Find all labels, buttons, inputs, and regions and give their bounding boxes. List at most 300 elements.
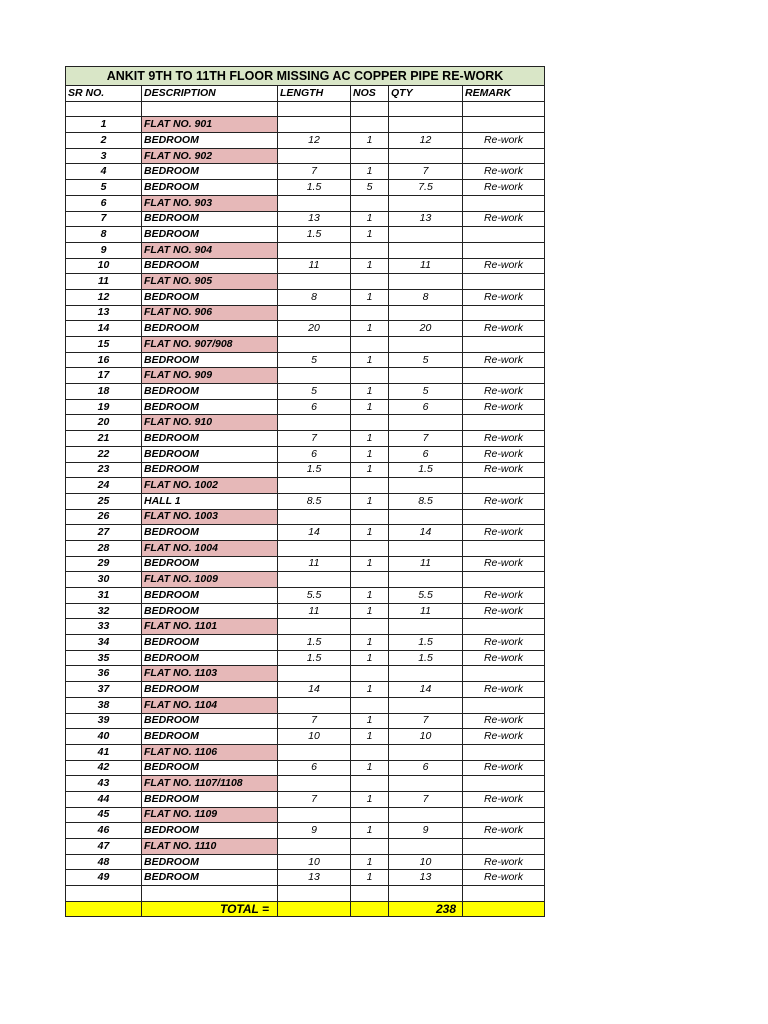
- sr-cell: 14: [66, 321, 142, 337]
- length-cell: 13: [278, 211, 351, 227]
- description-cell: BEDROOM: [142, 760, 278, 776]
- nos-cell: [351, 368, 389, 384]
- nos-cell: 1: [351, 133, 389, 149]
- blank-cell: [142, 886, 278, 902]
- total-qty: 238: [389, 901, 463, 917]
- table-row: [66, 760, 545, 776]
- length-cell: [278, 776, 351, 792]
- length-cell: [278, 839, 351, 855]
- blank-row: [66, 101, 545, 117]
- length-cell: [278, 697, 351, 713]
- description-cell: BEDROOM: [142, 791, 278, 807]
- remark-cell: Re-work: [463, 823, 545, 839]
- length-cell: 7: [278, 431, 351, 447]
- qty-cell: 13: [389, 870, 463, 886]
- length-cell: 5: [278, 352, 351, 368]
- qty-cell: 13: [389, 211, 463, 227]
- table-row: [66, 211, 545, 227]
- length-cell: 9: [278, 823, 351, 839]
- table-row: [66, 729, 545, 745]
- table-row: [66, 180, 545, 196]
- sr-cell: 2: [66, 133, 142, 149]
- length-cell: 11: [278, 258, 351, 274]
- length-cell: 8: [278, 289, 351, 305]
- sr-cell: 47: [66, 839, 142, 855]
- nos-cell: 1: [351, 603, 389, 619]
- qty-cell: [389, 478, 463, 494]
- remark-cell: Re-work: [463, 133, 545, 149]
- qty-cell: 14: [389, 682, 463, 698]
- remark-cell: Re-work: [463, 650, 545, 666]
- description-cell: BEDROOM: [142, 588, 278, 604]
- length-cell: [278, 305, 351, 321]
- table-row: [66, 525, 545, 541]
- length-cell: [278, 540, 351, 556]
- blank-cell: [66, 101, 142, 117]
- remark-cell: [463, 540, 545, 556]
- nos-cell: 1: [351, 352, 389, 368]
- flat-heading-row: [66, 478, 545, 494]
- nos-cell: 1: [351, 227, 389, 243]
- remark-cell: [463, 509, 545, 525]
- sr-cell: 33: [66, 619, 142, 635]
- length-cell: 7: [278, 164, 351, 180]
- nos-cell: 1: [351, 446, 389, 462]
- description-cell: FLAT NO. 1106: [142, 744, 278, 760]
- blank-cell: [463, 101, 545, 117]
- table-row: [66, 446, 545, 462]
- qty-cell: 8.5: [389, 493, 463, 509]
- sr-cell: 43: [66, 776, 142, 792]
- nos-cell: [351, 274, 389, 290]
- description-cell: BEDROOM: [142, 352, 278, 368]
- qty-cell: 1.5: [389, 462, 463, 478]
- flat-heading-row: [66, 509, 545, 525]
- qty-cell: 7: [389, 791, 463, 807]
- description-cell: BEDROOM: [142, 164, 278, 180]
- nos-cell: [351, 619, 389, 635]
- header-row: [66, 86, 545, 102]
- nos-cell: 1: [351, 682, 389, 698]
- sr-cell: 8: [66, 227, 142, 243]
- qty-cell: 1.5: [389, 635, 463, 651]
- total-empty-cell: [463, 901, 545, 917]
- qty-cell: [389, 195, 463, 211]
- length-cell: [278, 478, 351, 494]
- flat-heading-row: [66, 148, 545, 164]
- qty-cell: 7: [389, 431, 463, 447]
- description-cell: BEDROOM: [142, 133, 278, 149]
- qty-cell: [389, 148, 463, 164]
- blank-cell: [278, 886, 351, 902]
- length-cell: 6: [278, 760, 351, 776]
- length-cell: 1.5: [278, 650, 351, 666]
- qty-cell: [389, 227, 463, 243]
- description-cell: BEDROOM: [142, 227, 278, 243]
- table-row: [66, 556, 545, 572]
- nos-cell: 1: [351, 729, 389, 745]
- sr-cell: 41: [66, 744, 142, 760]
- sr-cell: 46: [66, 823, 142, 839]
- qty-cell: 8: [389, 289, 463, 305]
- length-cell: 1.5: [278, 180, 351, 196]
- nos-cell: 1: [351, 493, 389, 509]
- length-cell: [278, 807, 351, 823]
- sr-cell: 32: [66, 603, 142, 619]
- flat-heading-row: [66, 117, 545, 133]
- remark-cell: Re-work: [463, 289, 545, 305]
- description-cell: FLAT NO. 905: [142, 274, 278, 290]
- rework-sheet: [65, 66, 545, 917]
- length-cell: [278, 509, 351, 525]
- qty-cell: 11: [389, 258, 463, 274]
- description-cell: FLAT NO. 1009: [142, 572, 278, 588]
- length-cell: 11: [278, 603, 351, 619]
- qty-cell: [389, 305, 463, 321]
- length-cell: 8.5: [278, 493, 351, 509]
- qty-cell: 7: [389, 713, 463, 729]
- length-cell: 7: [278, 713, 351, 729]
- sr-cell: 6: [66, 195, 142, 211]
- remark-cell: Re-work: [463, 713, 545, 729]
- remark-cell: Re-work: [463, 211, 545, 227]
- blank-cell: [66, 886, 142, 902]
- remark-cell: Re-work: [463, 431, 545, 447]
- table-row: [66, 164, 545, 180]
- length-cell: 10: [278, 854, 351, 870]
- length-cell: [278, 242, 351, 258]
- sheet-title: ANKIT 9TH TO 11TH FLOOR MISSING AC COPPER PIPE RE-WORK: [66, 67, 545, 86]
- description-cell: BEDROOM: [142, 650, 278, 666]
- description-cell: BEDROOM: [142, 180, 278, 196]
- table-row: [66, 823, 545, 839]
- flat-heading-row: [66, 744, 545, 760]
- remark-cell: [463, 776, 545, 792]
- qty-cell: 7: [389, 164, 463, 180]
- length-cell: 12: [278, 133, 351, 149]
- description-cell: BEDROOM: [142, 870, 278, 886]
- description-cell: FLAT NO. 906: [142, 305, 278, 321]
- length-cell: [278, 666, 351, 682]
- nos-cell: 1: [351, 289, 389, 305]
- description-cell: BEDROOM: [142, 556, 278, 572]
- description-cell: FLAT NO. 1003: [142, 509, 278, 525]
- sr-cell: 30: [66, 572, 142, 588]
- description-cell: FLAT NO. 1002: [142, 478, 278, 494]
- remark-cell: Re-work: [463, 164, 545, 180]
- nos-cell: 1: [351, 462, 389, 478]
- description-cell: FLAT NO. 1104: [142, 697, 278, 713]
- remark-cell: Re-work: [463, 556, 545, 572]
- nos-cell: 1: [351, 211, 389, 227]
- sr-cell: 22: [66, 446, 142, 462]
- sr-cell: 17: [66, 368, 142, 384]
- description-cell: FLAT NO. 903: [142, 195, 278, 211]
- qty-cell: 10: [389, 854, 463, 870]
- remark-cell: Re-work: [463, 588, 545, 604]
- table-row: [66, 588, 545, 604]
- description-cell: FLAT NO. 1004: [142, 540, 278, 556]
- qty-cell: [389, 807, 463, 823]
- table-row: [66, 791, 545, 807]
- length-cell: 1.5: [278, 227, 351, 243]
- length-cell: 20: [278, 321, 351, 337]
- qty-cell: 5: [389, 352, 463, 368]
- length-cell: [278, 195, 351, 211]
- header-remark: REMARK: [463, 86, 545, 102]
- sr-cell: 29: [66, 556, 142, 572]
- blank-cell: [351, 886, 389, 902]
- remark-cell: [463, 666, 545, 682]
- description-cell: BEDROOM: [142, 823, 278, 839]
- qty-cell: 20: [389, 321, 463, 337]
- sr-cell: 36: [66, 666, 142, 682]
- sr-cell: 20: [66, 415, 142, 431]
- description-cell: BEDROOM: [142, 682, 278, 698]
- nos-cell: [351, 509, 389, 525]
- description-cell: FLAT NO. 910: [142, 415, 278, 431]
- length-cell: [278, 117, 351, 133]
- remark-cell: [463, 195, 545, 211]
- description-cell: BEDROOM: [142, 258, 278, 274]
- length-cell: [278, 337, 351, 353]
- remark-cell: Re-work: [463, 729, 545, 745]
- nos-cell: 1: [351, 321, 389, 337]
- remark-cell: Re-work: [463, 493, 545, 509]
- length-cell: 11: [278, 556, 351, 572]
- description-cell: BEDROOM: [142, 446, 278, 462]
- blank-cell: [463, 886, 545, 902]
- sr-cell: 44: [66, 791, 142, 807]
- nos-cell: [351, 337, 389, 353]
- description-cell: HALL 1: [142, 493, 278, 509]
- nos-cell: 1: [351, 713, 389, 729]
- nos-cell: [351, 540, 389, 556]
- length-cell: [278, 148, 351, 164]
- remark-cell: [463, 368, 545, 384]
- blank-cell: [389, 886, 463, 902]
- blank-cell: [278, 101, 351, 117]
- table-row: [66, 635, 545, 651]
- table-row: [66, 133, 545, 149]
- flat-heading-row: [66, 839, 545, 855]
- sr-cell: 4: [66, 164, 142, 180]
- length-cell: 5: [278, 384, 351, 400]
- nos-cell: 1: [351, 258, 389, 274]
- qty-cell: 11: [389, 556, 463, 572]
- sr-cell: 39: [66, 713, 142, 729]
- description-cell: FLAT NO. 1110: [142, 839, 278, 855]
- blank-cell: [389, 101, 463, 117]
- total-empty-cell: [351, 901, 389, 917]
- nos-cell: [351, 839, 389, 855]
- blank-cell: [142, 101, 278, 117]
- remark-cell: [463, 572, 545, 588]
- header-sr: SR NO.: [66, 86, 142, 102]
- flat-heading-row: [66, 666, 545, 682]
- nos-cell: [351, 478, 389, 494]
- sr-cell: 21: [66, 431, 142, 447]
- description-cell: BEDROOM: [142, 399, 278, 415]
- flat-heading-row: [66, 195, 545, 211]
- remark-cell: [463, 744, 545, 760]
- remark-cell: [463, 478, 545, 494]
- sr-cell: 10: [66, 258, 142, 274]
- qty-cell: 14: [389, 525, 463, 541]
- nos-cell: 1: [351, 556, 389, 572]
- qty-cell: [389, 274, 463, 290]
- description-cell: BEDROOM: [142, 525, 278, 541]
- sr-cell: 23: [66, 462, 142, 478]
- qty-cell: [389, 540, 463, 556]
- header-qty: QTY: [389, 86, 463, 102]
- table-row: [66, 682, 545, 698]
- qty-cell: [389, 572, 463, 588]
- table-row: [66, 321, 545, 337]
- description-cell: BEDROOM: [142, 854, 278, 870]
- remark-cell: [463, 274, 545, 290]
- table-row: [66, 650, 545, 666]
- sr-cell: 25: [66, 493, 142, 509]
- remark-cell: Re-work: [463, 854, 545, 870]
- description-cell: FLAT NO. 901: [142, 117, 278, 133]
- description-cell: FLAT NO. 1107/1108: [142, 776, 278, 792]
- nos-cell: [351, 807, 389, 823]
- nos-cell: [351, 697, 389, 713]
- nos-cell: 1: [351, 384, 389, 400]
- table-row: [66, 399, 545, 415]
- sr-cell: 18: [66, 384, 142, 400]
- sr-cell: 27: [66, 525, 142, 541]
- flat-heading-row: [66, 368, 545, 384]
- flat-heading-row: [66, 305, 545, 321]
- sr-cell: 45: [66, 807, 142, 823]
- remark-cell: Re-work: [463, 446, 545, 462]
- remark-cell: Re-work: [463, 760, 545, 776]
- nos-cell: [351, 117, 389, 133]
- qty-cell: 5.5: [389, 588, 463, 604]
- description-cell: BEDROOM: [142, 729, 278, 745]
- total-empty-cell: [66, 901, 142, 917]
- nos-cell: 1: [351, 399, 389, 415]
- description-cell: BEDROOM: [142, 321, 278, 337]
- remark-cell: Re-work: [463, 791, 545, 807]
- sr-cell: 9: [66, 242, 142, 258]
- table-row: [66, 352, 545, 368]
- sr-cell: 28: [66, 540, 142, 556]
- table-row: [66, 870, 545, 886]
- qty-cell: [389, 117, 463, 133]
- length-cell: [278, 415, 351, 431]
- sr-cell: 13: [66, 305, 142, 321]
- qty-cell: 7.5: [389, 180, 463, 196]
- description-cell: FLAT NO. 907/908: [142, 337, 278, 353]
- remark-cell: Re-work: [463, 180, 545, 196]
- qty-cell: [389, 509, 463, 525]
- sr-cell: 19: [66, 399, 142, 415]
- nos-cell: [351, 666, 389, 682]
- sr-cell: 1: [66, 117, 142, 133]
- qty-cell: [389, 666, 463, 682]
- nos-cell: [351, 776, 389, 792]
- qty-cell: [389, 619, 463, 635]
- length-cell: 13: [278, 870, 351, 886]
- nos-cell: [351, 572, 389, 588]
- remark-cell: [463, 697, 545, 713]
- table-row: [66, 384, 545, 400]
- qty-cell: [389, 368, 463, 384]
- sr-cell: 49: [66, 870, 142, 886]
- sr-cell: 37: [66, 682, 142, 698]
- flat-heading-row: [66, 274, 545, 290]
- description-cell: BEDROOM: [142, 211, 278, 227]
- remark-cell: Re-work: [463, 399, 545, 415]
- sr-cell: 5: [66, 180, 142, 196]
- remark-cell: Re-work: [463, 525, 545, 541]
- flat-heading-row: [66, 776, 545, 792]
- sr-cell: 42: [66, 760, 142, 776]
- remark-cell: [463, 117, 545, 133]
- length-cell: 5.5: [278, 588, 351, 604]
- nos-cell: 1: [351, 823, 389, 839]
- remark-cell: Re-work: [463, 870, 545, 886]
- sr-cell: 40: [66, 729, 142, 745]
- length-cell: [278, 368, 351, 384]
- flat-heading-row: [66, 572, 545, 588]
- remark-cell: [463, 807, 545, 823]
- description-cell: FLAT NO. 1103: [142, 666, 278, 682]
- sr-cell: 26: [66, 509, 142, 525]
- sr-cell: 7: [66, 211, 142, 227]
- length-cell: 1.5: [278, 462, 351, 478]
- sr-cell: 15: [66, 337, 142, 353]
- length-cell: 14: [278, 525, 351, 541]
- nos-cell: 1: [351, 431, 389, 447]
- remark-cell: Re-work: [463, 462, 545, 478]
- remark-cell: [463, 619, 545, 635]
- description-cell: FLAT NO. 902: [142, 148, 278, 164]
- nos-cell: 5: [351, 180, 389, 196]
- remark-cell: [463, 242, 545, 258]
- description-cell: FLAT NO. 904: [142, 242, 278, 258]
- remark-cell: Re-work: [463, 384, 545, 400]
- remark-cell: Re-work: [463, 603, 545, 619]
- qty-cell: 12: [389, 133, 463, 149]
- length-cell: [278, 744, 351, 760]
- sr-cell: 31: [66, 588, 142, 604]
- description-cell: BEDROOM: [142, 384, 278, 400]
- qty-cell: 6: [389, 399, 463, 415]
- description-cell: BEDROOM: [142, 635, 278, 651]
- remark-cell: [463, 415, 545, 431]
- description-cell: BEDROOM: [142, 603, 278, 619]
- header-length: LENGTH: [278, 86, 351, 102]
- sr-cell: 24: [66, 478, 142, 494]
- qty-cell: 11: [389, 603, 463, 619]
- nos-cell: [351, 195, 389, 211]
- sr-cell: 12: [66, 289, 142, 305]
- qty-cell: 10: [389, 729, 463, 745]
- nos-cell: [351, 744, 389, 760]
- nos-cell: 1: [351, 760, 389, 776]
- remark-cell: Re-work: [463, 635, 545, 651]
- qty-cell: [389, 697, 463, 713]
- qty-cell: 5: [389, 384, 463, 400]
- description-cell: FLAT NO. 1109: [142, 807, 278, 823]
- remark-cell: [463, 148, 545, 164]
- remark-cell: Re-work: [463, 321, 545, 337]
- blank-row: [66, 886, 545, 902]
